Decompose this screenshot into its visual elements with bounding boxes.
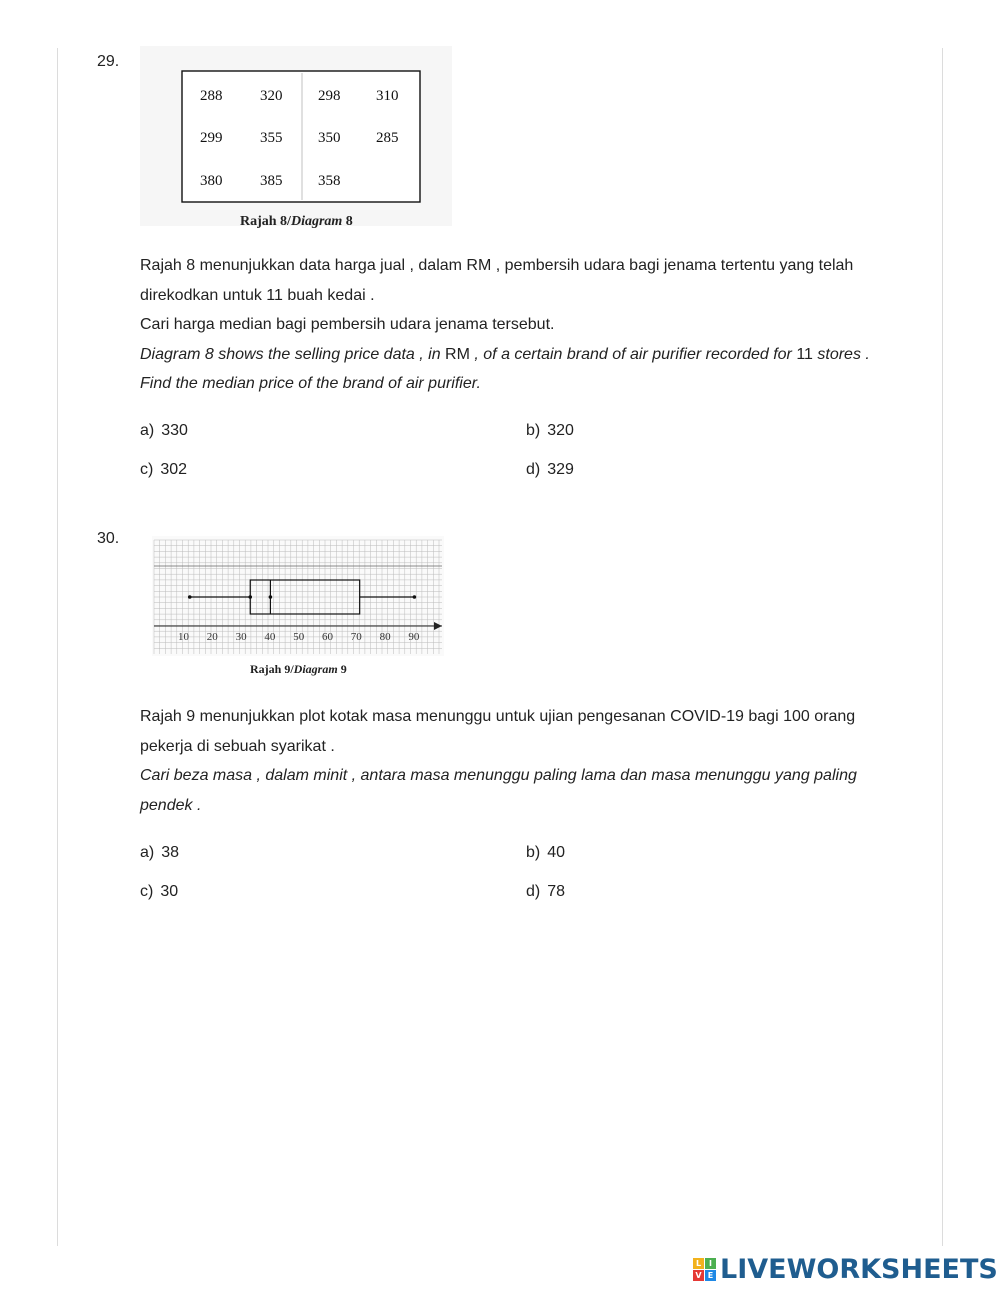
diagram-8-caption-num: 8 bbox=[342, 214, 353, 229]
option-value: 40 bbox=[547, 844, 566, 861]
option-value: 302 bbox=[160, 461, 188, 478]
q29-line-4b: RM bbox=[445, 345, 470, 363]
liveworksheets-logo[interactable] bbox=[693, 1254, 998, 1285]
svg-text:Rajah 8/Diagram 8 bbox=[240, 214, 353, 229]
q29-option-d[interactable] bbox=[526, 461, 574, 479]
q29-option-c[interactable] bbox=[140, 461, 187, 479]
q29-option-b[interactable] bbox=[526, 422, 574, 440]
q29-line-4 bbox=[140, 340, 900, 370]
q30-option-c[interactable] bbox=[140, 883, 178, 901]
q30-option-a[interactable] bbox=[140, 844, 179, 862]
question-30-text bbox=[140, 702, 900, 820]
option-label: a) bbox=[140, 422, 155, 439]
q30-line-1: Rajah 9 menunjukkan plot kotak masa menunggu untuk ujian pengesanan COVID-19 bagi 100 orang bbox=[140, 708, 856, 725]
logo-block-v: V bbox=[693, 1270, 704, 1281]
option-label: c) bbox=[140, 461, 154, 478]
option-label: b) bbox=[526, 422, 541, 439]
q30-option-d[interactable] bbox=[526, 883, 565, 901]
table-cell: 298 bbox=[318, 88, 341, 104]
diagram-8-caption-main: Rajah 8/ bbox=[240, 214, 291, 229]
page-border-right bbox=[942, 48, 943, 1246]
diagram-8-image bbox=[140, 46, 460, 232]
logo-block-e: E bbox=[705, 1270, 716, 1281]
option-value: 329 bbox=[547, 461, 574, 478]
q30-option-b[interactable] bbox=[526, 844, 565, 862]
question-30-number: 30. bbox=[97, 530, 120, 547]
diagram-9-image bbox=[152, 536, 452, 678]
table-cell: 299 bbox=[200, 130, 223, 146]
question-29-number: 29. bbox=[97, 53, 120, 70]
table-cell: 355 bbox=[260, 130, 283, 146]
q29-line-1: Rajah 8 menunjukkan data harga jual , dalam RM , pembersih udara bagi jenama tertentu yang telah bbox=[140, 257, 854, 274]
axis-tick-label: 20 bbox=[206, 631, 218, 643]
q29-line-4c: , of a certain brand of air purifier recorded for bbox=[469, 345, 797, 363]
option-value: 320 bbox=[547, 422, 574, 439]
table-cell: 380 bbox=[200, 173, 223, 189]
page-border-left bbox=[57, 48, 58, 1246]
axis-tick-label: 70 bbox=[350, 631, 362, 643]
table-cell: 385 bbox=[260, 173, 283, 189]
q29-option-a[interactable] bbox=[140, 422, 188, 440]
q29-line-4a: Diagram 8 shows the selling price data , in bbox=[140, 345, 446, 363]
q29-line-3: Cari harga median bagi pembersih udara jenama tersebut. bbox=[140, 316, 555, 333]
option-label: a) bbox=[140, 844, 155, 861]
axis-tick-label: 90 bbox=[408, 631, 420, 643]
diagram-9 bbox=[152, 536, 452, 683]
axis-tick-label: 60 bbox=[322, 631, 333, 643]
boxplot-min-point bbox=[188, 595, 192, 599]
axis-tick-label: 10 bbox=[178, 631, 189, 643]
axis-tick-label: 50 bbox=[293, 631, 305, 643]
option-label: b) bbox=[526, 844, 541, 861]
axis-tick-label: 80 bbox=[379, 631, 391, 643]
boxplot-q1-point bbox=[248, 595, 252, 599]
option-value: 330 bbox=[161, 422, 188, 439]
boxplot-max-point bbox=[413, 595, 417, 599]
q30-line-2: pekerja di sebuah syarikat . bbox=[140, 737, 335, 755]
option-label: d) bbox=[526, 461, 541, 478]
diagram-8 bbox=[140, 46, 460, 237]
logo-blocks-icon bbox=[693, 1258, 716, 1281]
question-29-text bbox=[140, 251, 900, 399]
logo-block-l: L bbox=[693, 1258, 704, 1269]
option-value: 38 bbox=[161, 844, 180, 861]
table-cell: 285 bbox=[376, 130, 399, 146]
q29-line-4d: 11 bbox=[796, 345, 813, 363]
q29-line-5: Find the median price of the brand of air purifier. bbox=[140, 375, 481, 392]
logo-block-i: I bbox=[705, 1258, 716, 1269]
table-cell: 310 bbox=[376, 88, 399, 104]
logo-text: LIVEWORKSHEETS bbox=[720, 1254, 998, 1285]
axis-tick-label: 40 bbox=[264, 631, 276, 643]
option-value: 30 bbox=[160, 883, 179, 900]
q29-line-2: direkodkan untuk 11 buah kedai . bbox=[140, 286, 375, 304]
q30-line-4: pendek . bbox=[140, 796, 202, 814]
diagram-9-caption-italic: Diagram bbox=[293, 662, 338, 676]
table-cell: 320 bbox=[260, 88, 283, 104]
boxplot-median-point bbox=[269, 595, 273, 599]
table-cell: 288 bbox=[200, 88, 223, 104]
q29-line-4e: stores . bbox=[812, 345, 870, 363]
table-cell: 358 bbox=[318, 173, 341, 189]
q30-line-3: Cari beza masa , dalam minit , antara masa menunggu paling lama dan masa menunggu yang paling bbox=[140, 767, 857, 784]
diagram-9-caption-num: 9 bbox=[337, 662, 347, 676]
option-label: d) bbox=[526, 883, 541, 900]
axis-tick-label: 30 bbox=[235, 631, 247, 643]
svg-text:Rajah 9/Diagram 9 bbox=[250, 662, 347, 676]
option-label: c) bbox=[140, 883, 154, 900]
option-value: 78 bbox=[547, 883, 566, 900]
diagram-9-caption-main: Rajah 9/ bbox=[250, 662, 294, 676]
table-cell: 350 bbox=[318, 130, 341, 146]
diagram-8-caption-italic: Diagram bbox=[290, 214, 343, 229]
